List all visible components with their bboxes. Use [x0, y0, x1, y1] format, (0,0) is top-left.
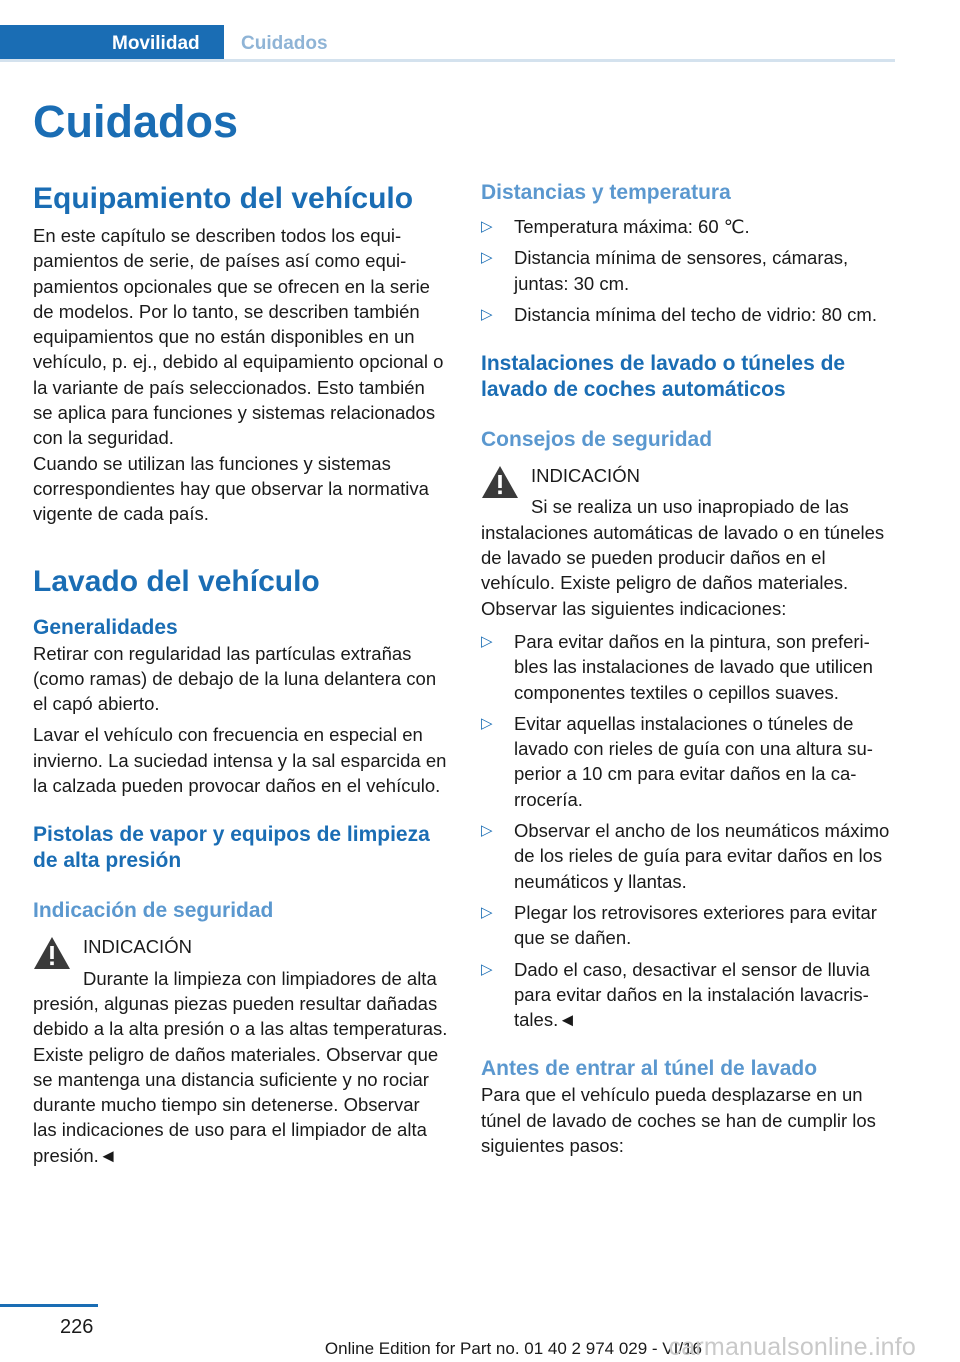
- left-column: [33, 180, 448, 1168]
- bullet-triangle-icon: ▷: [481, 249, 493, 267]
- warning-label: INDICACIÓN: [531, 465, 640, 487]
- paragraph-equipamiento-1: En este capítulo se describen todos los equipamientos de serie, de países así como equipamientos opcionales que se ofrecen en la serie de modelos. Por lo tanto, se describen también equipamientos que no están disponibles en un vehículo, p. ej., debido al equipamiento opcional o la variante de país seleccionados. Esto también se aplica para funciones y sistemas relacionados con la seguridad.: [33, 225, 444, 449]
- warning-triangle-icon: [33, 936, 71, 970]
- bullet-triangle-icon: ▷: [481, 218, 493, 235]
- warning-block-right: [481, 463, 896, 621]
- heading-equipamiento: Equipamiento del vehículo: [33, 182, 414, 215]
- warning-label: INDICACIÓN: [83, 936, 192, 958]
- paragraph-equipamiento-2: Cuando se utilizan las funciones y sistemas correspondientes hay que observar la normativa vigente de cada país.: [33, 452, 429, 525]
- list-item: ▷ Evitar aquellas instalaciones o túneles de lavado con rieles de guía con una altura superior a 10 cm para evitar daños en la carrocería.: [481, 712, 873, 810]
- warning-text: Durante la limpieza con limpiadores de alta presión, algunas piezas pueden resultar dañadas debido a la alta presión o a las altas temperaturas. Existe peligro de daños materiales. Observar que se mantenga una distancia suficiente y no rociar durante mucho tiempo sin detenerse. Observar las indicaciones de uso para el limpiador de alta presión.◄: [33, 967, 448, 1166]
- paragraph-generalidades-2: Lavar el vehículo con frecuencia en especial en invierno. La suciedad intensa y la sal esparcida en la calzada pueden provocar daños en el vehículo.: [33, 724, 447, 797]
- bullet-triangle-icon: ▷: [481, 822, 493, 840]
- warning-block-left: [33, 934, 448, 1168]
- heading-generalidades: Generalidades: [33, 615, 178, 639]
- bullet-triangle-icon: ▷: [481, 714, 493, 732]
- right-column: [481, 180, 896, 1158]
- list-item: ▷ Plegar los retrovisores exteriores para evitar que se dañen.: [481, 901, 877, 949]
- bullet-triangle-icon: ▷: [481, 305, 493, 323]
- header-rule: [0, 59, 895, 62]
- watermark: carmanualsonline.info: [668, 1333, 916, 1361]
- bullet-triangle-icon: ▷: [481, 903, 493, 921]
- list-item: ▷ Observar el ancho de los neumáticos máximo de los rieles de guía para evitar daños en los neumáticos y llantas.: [481, 820, 890, 892]
- list-item: ▷ Distancia mínima del techo de vidrio: 80 cm.: [481, 302, 896, 327]
- paragraph-antes: Para que el vehículo pueda desplazarse en un túnel de lavado de coches se han de cumplir los siguientes pasos:: [481, 1084, 876, 1157]
- page-number: 226: [60, 1316, 94, 1338]
- list-item: ▷ Dado el caso, desactivar el sensor de lluvia para evitar daños en la instalación lavacristales.◄: [481, 958, 870, 1031]
- list-item: ▷ Temperatura máxima: 60 ℃.: [481, 214, 896, 239]
- list-item: ▷ Distancia mínima de sensores, cámaras, juntas: 30 cm.: [481, 247, 849, 294]
- edition-note: Online Edition for Part no. 01 40 2 974 029 - VI/16: [324, 1339, 702, 1358]
- tab-movilidad[interactable]: Movilidad: [0, 25, 224, 62]
- heading-instalaciones: Instalaciones de lavado o túneles de lavado de coches automáticos: [481, 352, 846, 402]
- bullet-triangle-icon: ▷: [481, 632, 493, 650]
- warning-text: Si se realiza un uso inapropiado de las instalaciones automáticas de lavado o en túneles de lavado se pueden producir daños en el vehículo. Existe peligro de daños materiales. Observar las siguientes indicaciones:: [481, 496, 885, 619]
- warning-triangle-icon: [481, 465, 519, 499]
- list-item: ▷ Para evitar daños en la pintura, son preferibles las instalaciones de lavado que utilicen componentes textiles o cepillos suaves.: [481, 630, 873, 703]
- heading-lavado: Lavado del vehículo: [33, 564, 320, 598]
- bullet-triangle-icon: ▷: [481, 960, 493, 978]
- safety-list: [481, 629, 896, 1032]
- distances-list: [481, 214, 896, 327]
- footer-rule: [0, 1304, 98, 1307]
- heading-pistolas: Pistolas de vapor y equipos de limpieza de alta presión: [33, 823, 430, 873]
- heading-indicacion: Indicación de seguridad: [33, 899, 274, 923]
- paragraph-generalidades-1: Retirar con regularidad las partículas extrañas (como ramas) de debajo de la luna delantera con el capó abierto.: [33, 642, 437, 715]
- header-tabs: [0, 25, 895, 62]
- heading-antes: Antes de entrar al túnel de lavado: [481, 1057, 818, 1081]
- tab-cuidados[interactable]: Cuidados: [241, 33, 328, 54]
- heading-distancias: Distancias y temperatura: [481, 181, 731, 204]
- page-title: Cuidados: [33, 96, 239, 147]
- heading-consejos: Consejos de seguridad: [481, 428, 713, 452]
